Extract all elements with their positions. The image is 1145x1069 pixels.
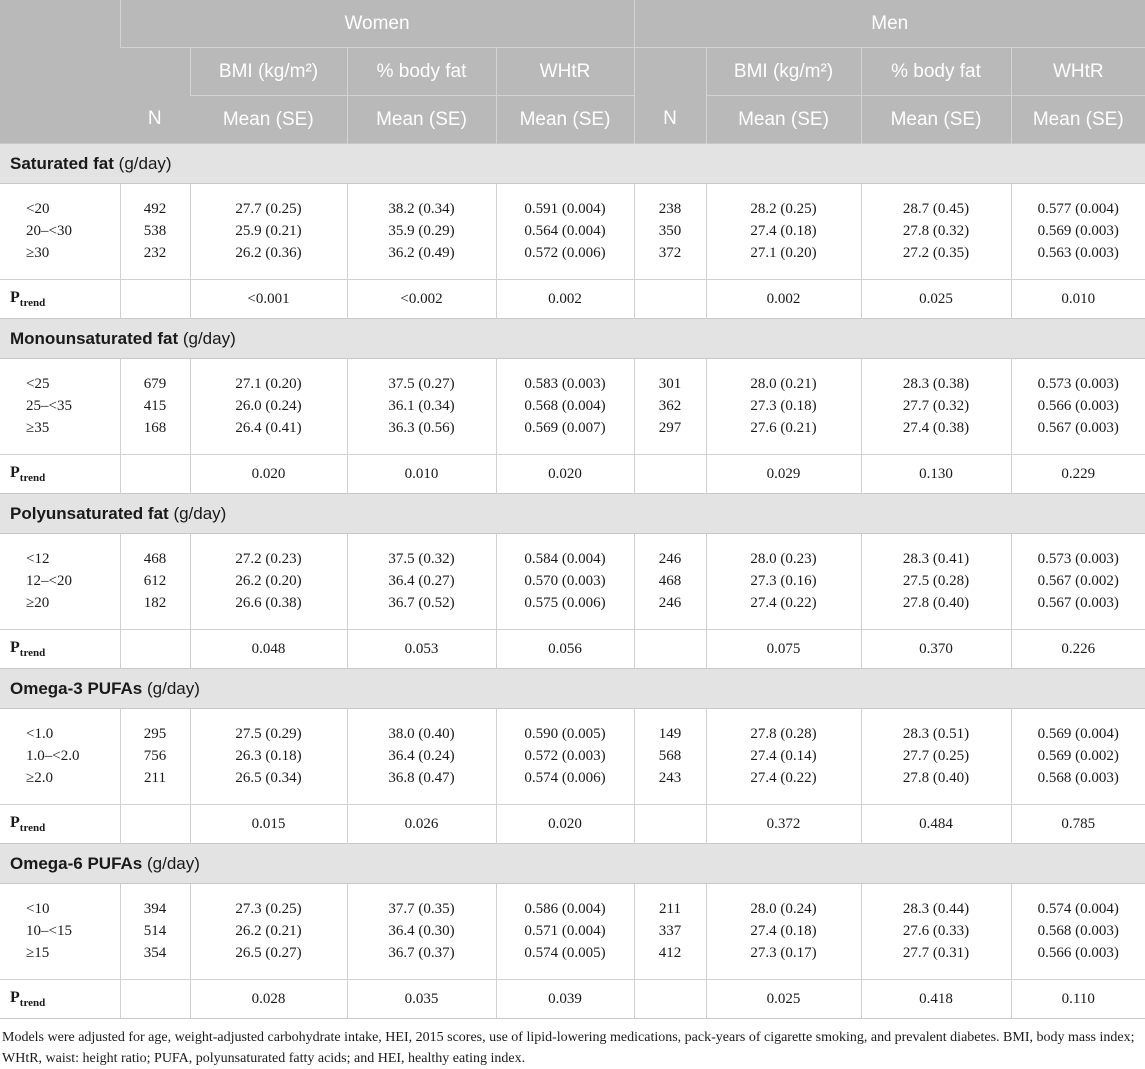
- ptrend-empty: [634, 630, 706, 669]
- ptrend-row: [0, 455, 1145, 494]
- table-row: [0, 744, 1145, 769]
- cell-m-whtr: 0.569 (0.003): [1011, 219, 1145, 244]
- cell-w-n: 182: [120, 594, 190, 630]
- cell-w-bmi: 26.2 (0.21): [190, 919, 347, 944]
- cell-m-n: 211: [634, 884, 706, 920]
- table-header: [0, 0, 1145, 144]
- cell-w-whtr: 0.586 (0.004): [496, 884, 634, 920]
- table-row: [0, 769, 1145, 805]
- header-men: Men: [634, 0, 1145, 48]
- cell-m-bmi: 28.0 (0.23): [706, 534, 861, 570]
- cell-w-whtr: 0.571 (0.004): [496, 919, 634, 944]
- cell-w-n: 612: [120, 569, 190, 594]
- header-men-fat-mean: Mean (SE): [861, 96, 1011, 144]
- ptrend-w-fat: <0.002: [347, 280, 496, 319]
- cell-w-fat: 36.3 (0.56): [347, 419, 496, 455]
- cell-m-whtr: 0.566 (0.003): [1011, 944, 1145, 980]
- cell-m-whtr: 0.568 (0.003): [1011, 769, 1145, 805]
- cell-m-whtr: 0.569 (0.004): [1011, 709, 1145, 745]
- section-header: [0, 144, 1145, 184]
- ptrend-w-fat: 0.026: [347, 805, 496, 844]
- cell-w-whtr: 0.574 (0.006): [496, 769, 634, 805]
- cell-m-n: 301: [634, 359, 706, 395]
- cell-w-whtr: 0.590 (0.005): [496, 709, 634, 745]
- cell-label: <25: [26, 376, 50, 392]
- ptrend-w-whtr: 0.020: [496, 455, 634, 494]
- cell-w-whtr: 0.570 (0.003): [496, 569, 634, 594]
- section-name: Omega-3 PUFAs: [10, 678, 143, 698]
- ptrend-m-fat: 0.130: [861, 455, 1011, 494]
- ptrend-w-bmi: 0.015: [190, 805, 347, 844]
- section-name: Polyunsaturated fat: [10, 503, 169, 523]
- ptrend-empty: [120, 805, 190, 844]
- section-name: Monounsaturated fat: [10, 328, 179, 348]
- cell-label: 10–<15: [26, 923, 72, 939]
- cell-m-bmi: 28.2 (0.25): [706, 184, 861, 220]
- header-women-fat-mean: Mean (SE): [347, 96, 496, 144]
- cell-m-n: 238: [634, 184, 706, 220]
- ptrend-m-fat: 0.370: [861, 630, 1011, 669]
- cell-m-whtr: 0.569 (0.002): [1011, 744, 1145, 769]
- cell-m-whtr: 0.577 (0.004): [1011, 184, 1145, 220]
- cell-m-fat: 27.7 (0.31): [861, 944, 1011, 980]
- cell-m-bmi: 27.6 (0.21): [706, 419, 861, 455]
- cell-m-n: 362: [634, 394, 706, 419]
- section-header: [0, 669, 1145, 709]
- section-unit: (g/day): [118, 153, 172, 173]
- section-header: [0, 494, 1145, 534]
- ptrend-empty: [634, 805, 706, 844]
- section-header: [0, 319, 1145, 359]
- cell-m-n: 297: [634, 419, 706, 455]
- cell-w-n: 679: [120, 359, 190, 395]
- ptrend-subscript: trend: [19, 297, 46, 310]
- cell-w-bmi: 27.2 (0.23): [190, 534, 347, 570]
- cell-w-n: 756: [120, 744, 190, 769]
- cell-w-bmi: 27.1 (0.20): [190, 359, 347, 395]
- cell-m-whtr: 0.567 (0.002): [1011, 569, 1145, 594]
- ptrend-m-bmi: 0.029: [706, 455, 861, 494]
- header-women-bmi: BMI (kg/m²): [190, 48, 347, 96]
- cell-label: ≥15: [26, 945, 50, 961]
- ptrend-empty: [634, 455, 706, 494]
- ptrend-m-bmi: 0.372: [706, 805, 861, 844]
- table-row: [0, 184, 1145, 220]
- ptrend-m-whtr: 0.010: [1011, 280, 1145, 319]
- cell-m-n: 568: [634, 744, 706, 769]
- header-men-bmi-mean: Mean (SE): [706, 96, 861, 144]
- cell-m-whtr: 0.563 (0.003): [1011, 244, 1145, 280]
- cell-w-whtr: 0.583 (0.003): [496, 359, 634, 395]
- cell-m-fat: 27.8 (0.32): [861, 219, 1011, 244]
- ptrend-w-bmi: <0.001: [190, 280, 347, 319]
- cell-m-fat: 28.3 (0.44): [861, 884, 1011, 920]
- cell-w-fat: 38.2 (0.34): [347, 184, 496, 220]
- header-men-bmi: BMI (kg/m²): [706, 48, 861, 96]
- ptrend-letter: P: [10, 288, 20, 306]
- cell-m-n: 468: [634, 569, 706, 594]
- cell-m-bmi: 27.4 (0.14): [706, 744, 861, 769]
- ptrend-w-fat: 0.035: [347, 980, 496, 1019]
- header-women-body-fat: % body fat: [347, 48, 496, 96]
- table-row: [0, 919, 1145, 944]
- cell-m-fat: 27.8 (0.40): [861, 594, 1011, 630]
- cell-w-bmi: 26.4 (0.41): [190, 419, 347, 455]
- cell-m-fat: 27.7 (0.32): [861, 394, 1011, 419]
- ptrend-empty: [120, 980, 190, 1019]
- table-row: [0, 709, 1145, 745]
- section-unit: (g/day): [182, 328, 236, 348]
- section-unit: (g/day): [147, 853, 200, 873]
- ptrend-letter: P: [10, 813, 20, 831]
- cell-w-whtr: 0.572 (0.003): [496, 744, 634, 769]
- cell-m-fat: 28.3 (0.51): [861, 709, 1011, 745]
- ptrend-w-whtr: 0.039: [496, 980, 634, 1019]
- cell-m-whtr: 0.573 (0.003): [1011, 534, 1145, 570]
- ptrend-empty: [120, 280, 190, 319]
- ptrend-label: [0, 455, 120, 494]
- table-row: [0, 394, 1145, 419]
- cell-w-whtr: 0.584 (0.004): [496, 534, 634, 570]
- cell-w-whtr: 0.568 (0.004): [496, 394, 634, 419]
- cell-m-n: 243: [634, 769, 706, 805]
- cell-m-whtr: 0.567 (0.003): [1011, 594, 1145, 630]
- cell-w-fat: 38.0 (0.40): [347, 709, 496, 745]
- ptrend-row: [0, 805, 1145, 844]
- ptrend-m-fat: 0.418: [861, 980, 1011, 1019]
- ptrend-letter: P: [10, 638, 20, 656]
- cell-w-bmi: 26.2 (0.36): [190, 244, 347, 280]
- cell-w-fat: 36.8 (0.47): [347, 769, 496, 805]
- cell-label: ≥20: [26, 595, 50, 611]
- cell-label: 25–<35: [26, 398, 72, 414]
- ptrend-label: [0, 280, 120, 319]
- cell-m-n: 246: [634, 594, 706, 630]
- header-women: Women: [120, 0, 634, 48]
- cell-w-n: 514: [120, 919, 190, 944]
- cell-m-n: 149: [634, 709, 706, 745]
- table-row: [0, 594, 1145, 630]
- header-men-body-fat: % body fat: [861, 48, 1011, 96]
- table-row: [0, 419, 1145, 455]
- ptrend-m-whtr: 0.226: [1011, 630, 1145, 669]
- cell-w-bmi: 25.9 (0.21): [190, 219, 347, 244]
- ptrend-subscript: trend: [19, 822, 46, 835]
- table-row: [0, 944, 1145, 980]
- header-men-whtr: WHtR: [1011, 48, 1145, 96]
- ptrend-empty: [120, 455, 190, 494]
- cell-w-n: 492: [120, 184, 190, 220]
- ptrend-letter: P: [10, 988, 20, 1006]
- section-name: Saturated fat: [10, 153, 114, 173]
- ptrend-row: [0, 280, 1145, 319]
- cell-w-n: 468: [120, 534, 190, 570]
- cell-m-whtr: 0.568 (0.003): [1011, 919, 1145, 944]
- cell-w-bmi: 27.3 (0.25): [190, 884, 347, 920]
- header-men-n: N: [634, 48, 706, 144]
- ptrend-empty: [120, 630, 190, 669]
- ptrend-row: [0, 980, 1145, 1019]
- cell-label: 12–<20: [26, 573, 72, 589]
- ptrend-w-whtr: 0.056: [496, 630, 634, 669]
- cell-w-n: 538: [120, 219, 190, 244]
- table-footnote: Models were adjusted for age, weight-adjusted carbohydrate intake, HEI, 2015 scores, use of lipid-lowering medications, pack-years of cigarette smoking, and prevalent diabetes. BMI, body mass index; WHtR, waist: height ratio; PUFA, polyunsaturated fatty acids; and HEI, healthy eating index.: [0, 1018, 1145, 1069]
- cell-m-whtr: 0.573 (0.003): [1011, 359, 1145, 395]
- ptrend-w-fat: 0.053: [347, 630, 496, 669]
- cell-label: ≥35: [26, 420, 50, 436]
- ptrend-m-bmi: 0.025: [706, 980, 861, 1019]
- cell-label: <12: [26, 551, 50, 567]
- cell-m-fat: 27.8 (0.40): [861, 769, 1011, 805]
- ptrend-m-whtr: 0.785: [1011, 805, 1145, 844]
- cell-label: ≥30: [26, 245, 50, 261]
- cell-m-bmi: 27.8 (0.28): [706, 709, 861, 745]
- cell-w-fat: 37.5 (0.27): [347, 359, 496, 395]
- header-women-whtr-mean: Mean (SE): [496, 96, 634, 144]
- cell-w-fat: 36.1 (0.34): [347, 394, 496, 419]
- cell-m-fat: 27.4 (0.38): [861, 419, 1011, 455]
- table-row: [0, 569, 1145, 594]
- section-unit: (g/day): [173, 503, 227, 523]
- cell-m-fat: 28.7 (0.45): [861, 184, 1011, 220]
- table-row: [0, 244, 1145, 280]
- ptrend-empty: [634, 280, 706, 319]
- cell-w-n: 295: [120, 709, 190, 745]
- section-name: Omega-6 PUFAs: [10, 853, 143, 873]
- ptrend-m-fat: 0.484: [861, 805, 1011, 844]
- cell-label: 20–<30: [26, 223, 72, 239]
- cell-m-bmi: 27.4 (0.22): [706, 594, 861, 630]
- ptrend-w-fat: 0.010: [347, 455, 496, 494]
- cell-w-bmi: 27.5 (0.29): [190, 709, 347, 745]
- cell-m-bmi: 28.0 (0.21): [706, 359, 861, 395]
- cell-label: ≥2.0: [26, 770, 53, 786]
- table-row: [0, 219, 1145, 244]
- cell-m-n: 350: [634, 219, 706, 244]
- section-title: [0, 669, 1145, 709]
- cell-m-bmi: 27.4 (0.22): [706, 769, 861, 805]
- cell-m-bmi: 28.0 (0.24): [706, 884, 861, 920]
- cell-w-bmi: 26.0 (0.24): [190, 394, 347, 419]
- cell-m-whtr: 0.574 (0.004): [1011, 884, 1145, 920]
- cell-m-bmi: 27.1 (0.20): [706, 244, 861, 280]
- cell-m-bmi: 27.3 (0.17): [706, 944, 861, 980]
- cell-m-fat: 27.6 (0.33): [861, 919, 1011, 944]
- header-women-whtr: WHtR: [496, 48, 634, 96]
- cell-label: 1.0–<2.0: [26, 748, 80, 764]
- ptrend-w-bmi: 0.048: [190, 630, 347, 669]
- ptrend-m-bmi: 0.002: [706, 280, 861, 319]
- ptrend-subscript: trend: [19, 647, 46, 660]
- cell-w-fat: 36.7 (0.52): [347, 594, 496, 630]
- section-title: [0, 844, 1145, 884]
- cell-m-n: 246: [634, 534, 706, 570]
- cell-label: <1.0: [26, 726, 54, 742]
- table-row: [0, 534, 1145, 570]
- section-title: [0, 494, 1145, 534]
- header-women-n: N: [120, 48, 190, 144]
- cell-w-n: 232: [120, 244, 190, 280]
- ptrend-w-whtr: 0.002: [496, 280, 634, 319]
- ptrend-m-whtr: 0.110: [1011, 980, 1145, 1019]
- header-women-bmi-mean: Mean (SE): [190, 96, 347, 144]
- cell-m-fat: 27.2 (0.35): [861, 244, 1011, 280]
- cell-w-whtr: 0.575 (0.006): [496, 594, 634, 630]
- ptrend-letter: P: [10, 463, 20, 481]
- section-title: [0, 144, 1145, 184]
- cell-m-bmi: 27.3 (0.16): [706, 569, 861, 594]
- cell-w-whtr: 0.564 (0.004): [496, 219, 634, 244]
- cell-m-n: 412: [634, 944, 706, 980]
- cell-w-fat: 36.4 (0.24): [347, 744, 496, 769]
- cell-w-fat: 36.4 (0.30): [347, 919, 496, 944]
- table-row: [0, 359, 1145, 395]
- ptrend-label: [0, 630, 120, 669]
- cell-w-n: 211: [120, 769, 190, 805]
- cell-m-bmi: 27.4 (0.18): [706, 919, 861, 944]
- ptrend-m-fat: 0.025: [861, 280, 1011, 319]
- cell-w-n: 394: [120, 884, 190, 920]
- cell-m-fat: 28.3 (0.38): [861, 359, 1011, 395]
- ptrend-m-whtr: 0.229: [1011, 455, 1145, 494]
- cell-w-bmi: 26.5 (0.27): [190, 944, 347, 980]
- cell-w-bmi: 26.6 (0.38): [190, 594, 347, 630]
- cell-w-bmi: 26.3 (0.18): [190, 744, 347, 769]
- cell-label: <10: [26, 901, 50, 917]
- ptrend-empty: [634, 980, 706, 1019]
- section-title: [0, 319, 1145, 359]
- ptrend-label: [0, 980, 120, 1019]
- header-corner: [0, 0, 120, 144]
- cell-m-fat: 27.5 (0.28): [861, 569, 1011, 594]
- cell-w-bmi: 26.2 (0.20): [190, 569, 347, 594]
- cell-m-fat: 28.3 (0.41): [861, 534, 1011, 570]
- cell-m-n: 372: [634, 244, 706, 280]
- cell-w-fat: 37.5 (0.32): [347, 534, 496, 570]
- cell-w-whtr: 0.574 (0.005): [496, 944, 634, 980]
- cell-m-bmi: 27.3 (0.18): [706, 394, 861, 419]
- cell-w-bmi: 26.5 (0.34): [190, 769, 347, 805]
- table-body: [0, 144, 1145, 1019]
- ptrend-w-bmi: 0.020: [190, 455, 347, 494]
- cell-w-n: 354: [120, 944, 190, 980]
- cell-w-n: 415: [120, 394, 190, 419]
- ptrend-w-whtr: 0.020: [496, 805, 634, 844]
- cell-w-bmi: 27.7 (0.25): [190, 184, 347, 220]
- cell-w-whtr: 0.591 (0.004): [496, 184, 634, 220]
- ptrend-w-bmi: 0.028: [190, 980, 347, 1019]
- cell-w-fat: 36.2 (0.49): [347, 244, 496, 280]
- ptrend-m-bmi: 0.075: [706, 630, 861, 669]
- section-header: [0, 844, 1145, 884]
- cell-m-n: 337: [634, 919, 706, 944]
- cell-w-whtr: 0.569 (0.007): [496, 419, 634, 455]
- cell-label: <20: [26, 201, 50, 217]
- cell-m-whtr: 0.567 (0.003): [1011, 419, 1145, 455]
- ptrend-subscript: trend: [19, 997, 46, 1010]
- cell-w-fat: 36.7 (0.37): [347, 944, 496, 980]
- cell-m-fat: 27.7 (0.25): [861, 744, 1011, 769]
- cell-w-fat: 37.7 (0.35): [347, 884, 496, 920]
- cell-w-fat: 36.4 (0.27): [347, 569, 496, 594]
- cell-m-bmi: 27.4 (0.18): [706, 219, 861, 244]
- ptrend-row: [0, 630, 1145, 669]
- ptrend-label: [0, 805, 120, 844]
- table-row: [0, 884, 1145, 920]
- cell-w-n: 168: [120, 419, 190, 455]
- cell-w-whtr: 0.572 (0.006): [496, 244, 634, 280]
- header-men-whtr-mean: Mean (SE): [1011, 96, 1145, 144]
- section-unit: (g/day): [147, 678, 200, 698]
- cell-w-fat: 35.9 (0.29): [347, 219, 496, 244]
- ptrend-subscript: trend: [19, 472, 46, 485]
- cell-m-whtr: 0.566 (0.003): [1011, 394, 1145, 419]
